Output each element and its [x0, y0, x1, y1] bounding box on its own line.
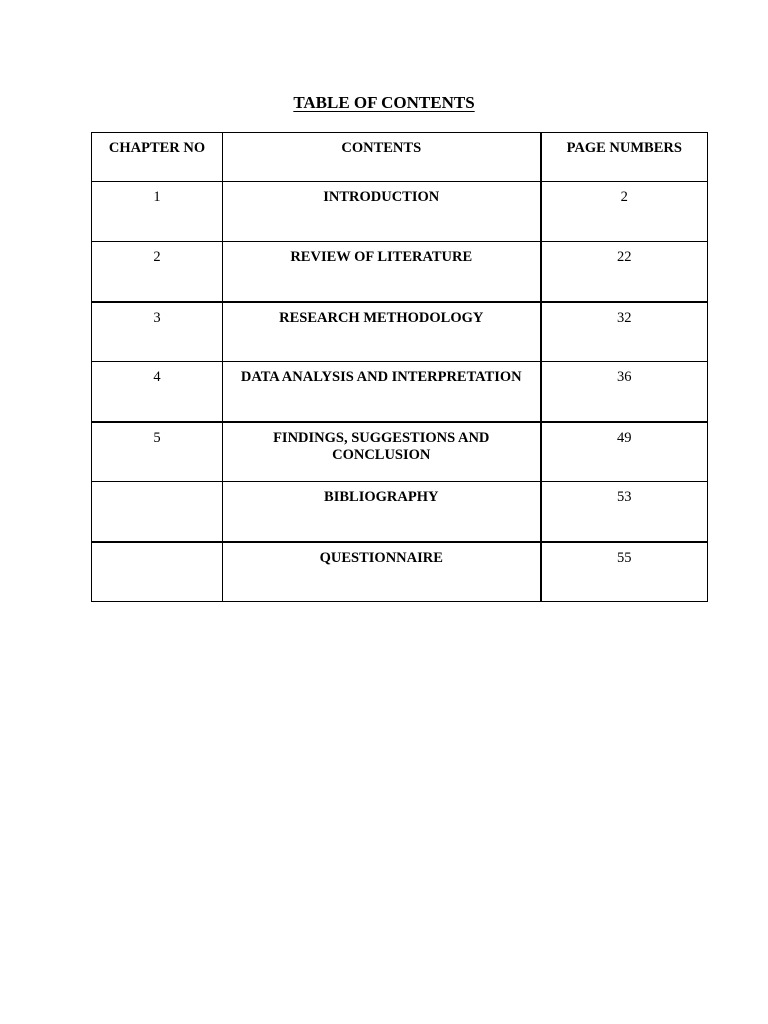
page-number: 53 — [541, 482, 708, 542]
table-row — [92, 302, 708, 362]
chapter-number — [92, 542, 223, 602]
chapter-title: INTRODUCTION — [223, 182, 541, 242]
page-number: 32 — [541, 302, 708, 362]
chapter-title: RESEARCH METHODOLOGY — [223, 302, 541, 362]
chapter-title: FINDINGS, SUGGESTIONS AND CONCLUSION — [223, 422, 541, 482]
table-row — [92, 422, 708, 482]
chapter-number: 2 — [92, 242, 223, 302]
header-contents: CONTENTS — [223, 133, 541, 182]
chapter-number: 1 — [92, 182, 223, 242]
chapter-title: DATA ANALYSIS AND INTERPRETATION — [223, 362, 541, 422]
header-chapter-no: CHAPTER NO — [92, 133, 223, 182]
toc-table — [91, 132, 708, 602]
table-row — [92, 542, 708, 602]
header-page-numbers: PAGE NUMBERS — [541, 133, 708, 182]
chapter-number: 4 — [92, 362, 223, 422]
chapter-number: 3 — [92, 302, 223, 362]
page-number: 22 — [541, 242, 708, 302]
table-header-row — [92, 133, 708, 182]
page-number: 55 — [541, 542, 708, 602]
table-row — [92, 242, 708, 302]
table-row — [92, 362, 708, 422]
chapter-number — [92, 482, 223, 542]
chapter-number: 5 — [92, 422, 223, 482]
page-number: 36 — [541, 362, 708, 422]
chapter-title: BIBLIOGRAPHY — [223, 482, 541, 542]
page-number: 2 — [541, 182, 708, 242]
page-number: 49 — [541, 422, 708, 482]
chapter-title: QUESTIONNAIRE — [223, 542, 541, 602]
chapter-title: REVIEW OF LITERATURE — [223, 242, 541, 302]
table-row — [92, 182, 708, 242]
page-title: TABLE OF CONTENTS — [293, 93, 475, 112]
table-row — [92, 482, 708, 542]
